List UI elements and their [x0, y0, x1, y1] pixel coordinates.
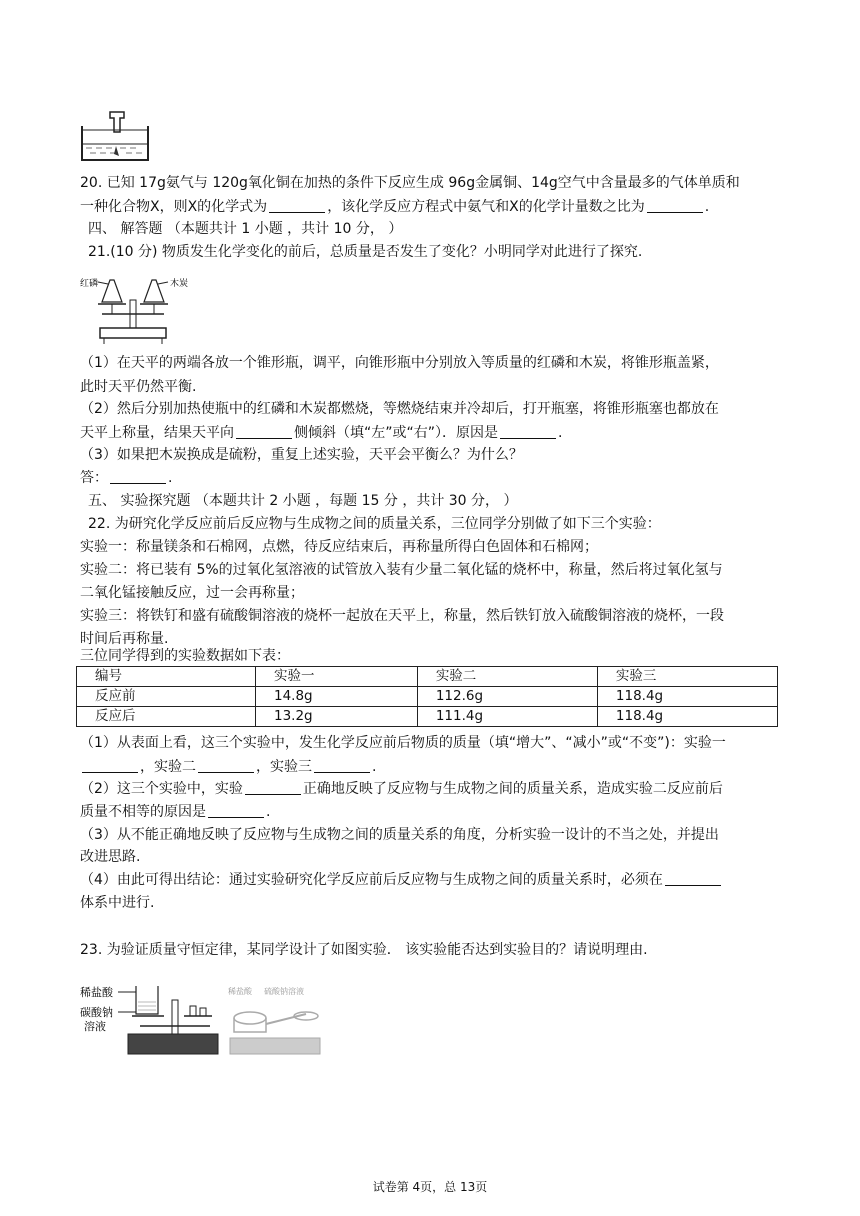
- table-cell: 反应前: [77, 687, 256, 707]
- table-header-cell: 实验一: [256, 667, 418, 687]
- table-cell: 13.2g: [256, 707, 418, 727]
- answer-blank[interactable]: [500, 424, 556, 439]
- q22-exp2b: 二氧化锰接触反应，过一会再称量；: [80, 585, 304, 601]
- table-header-cell: 编号: [77, 667, 256, 687]
- fig-label-sulfate-gray: 硫酸钠溶液: [264, 987, 304, 996]
- q23-stem: 23. 为验证质量守恒定律，某同学设计了如图实验． 该实验能否达到实验目的？请说明理由.: [80, 942, 648, 958]
- fig-label-red-phosphorus: 红磷: [80, 279, 99, 289]
- q22-stem: 22. 为研究化学反应前后反应物与生成物之间的质量关系，三位同学分别做了如下三个实验：: [88, 516, 661, 532]
- q20-line1: 20. 已知 17g氨气与 120g氧化铜在加热的条件下反应生成 96g金属铜、14g空气中含量最多的气体单质和: [80, 175, 740, 191]
- answer-blank[interactable]: [208, 803, 264, 818]
- q21-p2a: （2）然后分别加热使瓶中的红磷和木炭都燃烧，等燃烧结束并冷却后，打开瓶塞，将锥形瓶塞也都放在: [80, 401, 719, 417]
- q22-s1a: （1）从表面上看，这三个实验中，发生化学反应前后物质的质量（填“增大”、“减小”或“不变”)：实验一: [80, 735, 726, 751]
- section-heading-4: 四、 解答题 （本题共计 1 小题 ，共计 10 分， ）: [88, 221, 403, 237]
- mass-conservation-figure: [80, 984, 340, 1060]
- q21-answer: 答： .: [80, 470, 173, 486]
- q21-p1b: 此时天平仍然平衡.: [80, 379, 197, 395]
- beaker-figure: [80, 108, 150, 164]
- answer-blank[interactable]: [314, 758, 370, 773]
- q22-exp1: 实验一：称量镁条和石棉网，点燃，待反应结束后，再称量所得白色固体和石棉网；: [80, 539, 598, 555]
- answer-blank[interactable]: [198, 758, 254, 773]
- table-header-row: [77, 667, 778, 687]
- q22-s3b: 改进思路.: [80, 849, 141, 865]
- q22-s3a: （3）从不能正确地反映了反应物与生成物之间的质量关系的角度，分析实验一设计的不当之处，并提出: [80, 827, 719, 843]
- q22-exp3b: 时间后再称量.: [80, 631, 169, 647]
- page-footer: 试卷第 4页，总 13页: [372, 1180, 488, 1194]
- fig-label-solution: 溶液: [84, 1020, 106, 1033]
- q22-exp2a: 实验二：将已装有 5%的过氧化氢溶液的试管放入装有少量二氧化锰的烧杯中，称量，然后将过氧化氢与: [80, 562, 723, 578]
- q21-stem: 21.(10 分) 物质发生化学变化的前后，总质量是否发生了变化？小明同学对此进行了探究.: [88, 244, 643, 260]
- q22-s4a: （4）由此可得出结论：通过实验研究化学反应前后反应物与生成物之间的质量关系时，必须在: [80, 869, 723, 891]
- q22-table-intro: 三位同学得到的实验数据如下表：: [80, 648, 290, 664]
- answer-blank[interactable]: [236, 424, 292, 439]
- section-heading-5: 五、 实验探究题 （本题共计 2 小题 ，每题 15 分 ，共计 30 分， ）: [88, 493, 518, 509]
- fig-label-charcoal: 木炭: [170, 279, 189, 289]
- q22-s1b: ，实验二 ，实验三 .: [80, 756, 376, 778]
- answer-blank[interactable]: [647, 198, 703, 213]
- experiment-data-table: [76, 666, 778, 727]
- table-cell: 118.4g: [597, 707, 777, 727]
- table-cell: 111.4g: [417, 707, 597, 727]
- q20-line2: 一种化合物X，则X的化学式为 ，该化学反应方程式中氨气和X的化学计量数之比为 .: [80, 199, 710, 215]
- q21-p2b: 天平上称量，结果天平向 侧倾斜（填“左”或“右”）．原因是 .: [80, 425, 563, 441]
- q22-s2b: 质量不相等的原因是 .: [80, 804, 271, 820]
- fig-label-na2co3: 碳酸钠: [80, 1006, 113, 1019]
- table-header-cell: 实验三: [597, 667, 777, 687]
- table-cell: 118.4g: [597, 687, 777, 707]
- table-cell: 反应后: [77, 707, 256, 727]
- answer-blank[interactable]: [110, 469, 166, 484]
- answer-blank[interactable]: [269, 198, 325, 213]
- answer-blank[interactable]: [245, 780, 301, 795]
- q22-s2a: （2）这三个实验中，实验 正确地反映了反应物与生成物之间的质量关系，造成实验二反应前后: [80, 781, 723, 797]
- q22-s4b: 体系中进行.: [80, 895, 155, 911]
- answer-blank[interactable]: [82, 758, 138, 773]
- fig-label-hcl-gray: 稀盐酸: [228, 987, 252, 996]
- q22-exp3a: 实验三：将铁钉和盛有硫酸铜溶液的烧杯一起放在天平上，称量，然后铁钉放入硫酸铜溶液的烧杯，一段: [80, 608, 724, 624]
- table-row: [77, 687, 778, 707]
- balance-figure: [80, 270, 200, 346]
- table-row: [77, 707, 778, 727]
- q21-p1a: （1）在天平的两端各放一个锥形瓶，调平，向锥形瓶中分别放入等质量的红磷和木炭，将锥形瓶盖紧，: [80, 355, 719, 371]
- table-cell: 112.6g: [417, 687, 597, 707]
- table-cell: 14.8g: [256, 687, 418, 707]
- answer-blank[interactable]: [665, 871, 721, 886]
- fig-label-hcl: 稀盐酸: [80, 986, 113, 999]
- q21-p3: （3）如果把木炭换成是硫粉，重复上述实验，天平会平衡么？为什么？: [80, 447, 523, 463]
- table-header-cell: 实验二: [417, 667, 597, 687]
